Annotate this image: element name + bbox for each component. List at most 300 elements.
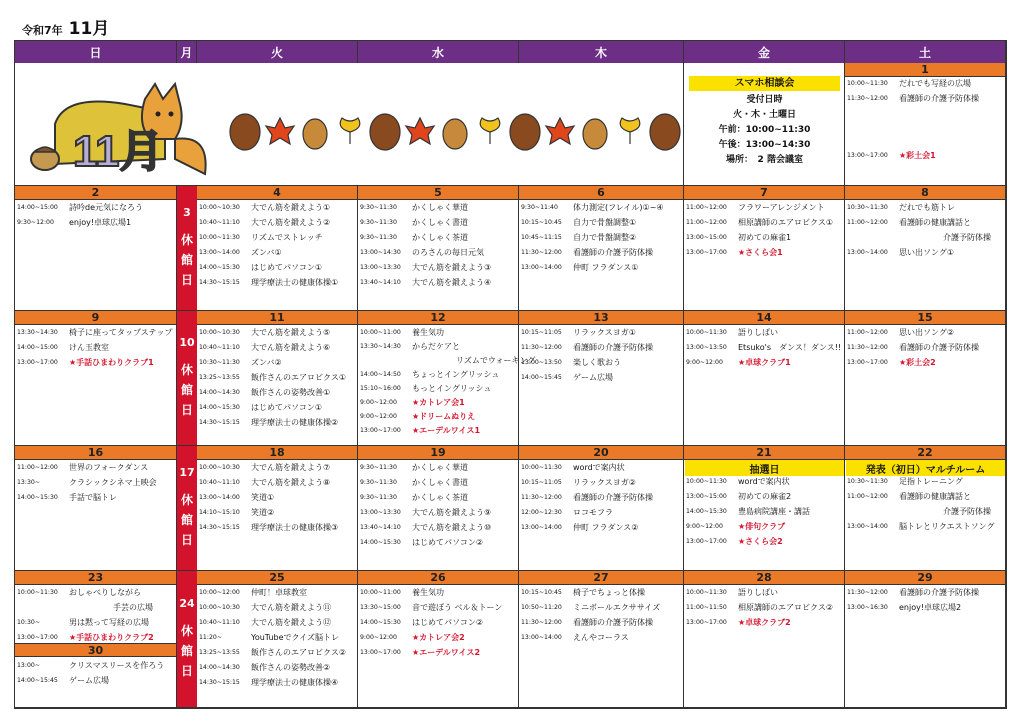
event-title: リズムでウォーキング	[456, 356, 536, 365]
event-title: 大でん筋を鍛えよう⑦	[251, 463, 331, 472]
event-time: 13:00~16:30	[847, 604, 888, 611]
event-item	[17, 218, 131, 228]
event-item	[847, 588, 979, 598]
closed-day-number: 17	[179, 466, 195, 479]
event-item	[360, 493, 468, 503]
event-title: ★さくら会1	[738, 248, 783, 257]
event-time: 14:00~14:50	[360, 371, 401, 378]
event-time: 15:10~16:00	[360, 385, 401, 392]
event-title: 仲町 フラダンス②	[573, 523, 639, 532]
event-item	[360, 203, 468, 213]
event-item	[521, 603, 660, 613]
event-time: 14:30~15:15	[199, 679, 240, 686]
event-title: だれでも筋トレ	[899, 203, 955, 212]
event-item	[686, 507, 810, 517]
event-item	[847, 151, 936, 161]
event-title: 看護師の介護予防体操	[899, 94, 979, 103]
event-title: えんやコーラス	[573, 633, 629, 642]
event-title: はじめてパソコン①	[251, 263, 323, 272]
event-time	[847, 233, 899, 243]
event-time: 13:00~	[17, 662, 41, 669]
event-item	[17, 661, 164, 671]
event-item	[17, 588, 141, 598]
sumaho-line: 午後：13:00~14:30	[718, 140, 811, 150]
event-title: 体力測定(フレイル)①~④	[573, 203, 664, 212]
event-item	[521, 248, 653, 258]
event-time: 11:20~	[199, 634, 223, 641]
event-time: 11:30~12:00	[847, 589, 888, 596]
event-title: ゲーム広場	[69, 676, 109, 685]
event-item	[199, 373, 346, 383]
event-item	[847, 233, 991, 243]
event-title: 養生気功	[412, 328, 444, 337]
event-item	[199, 678, 338, 688]
event-item	[199, 218, 330, 228]
event-title: からだケアと	[412, 342, 460, 351]
event-time: 10:00~11:30	[847, 80, 888, 87]
event-title: ★カトレア会1	[412, 398, 465, 407]
event-title: ★ドリームぬりえ	[412, 412, 476, 421]
event-time: 14:30~15:15	[199, 279, 240, 286]
event-time: 11:30~12:00	[847, 95, 888, 102]
day-number: 22	[845, 446, 1006, 460]
event-time: 13:00~13:50	[686, 344, 727, 351]
closed-day-label: 日	[180, 664, 193, 678]
event-item	[847, 248, 954, 258]
event-item	[360, 633, 465, 643]
event-time: 9:30~11:30	[360, 464, 397, 471]
event-time: 13:00~17:00	[360, 427, 401, 434]
event-item	[360, 412, 475, 422]
event-title: 大でん筋を鍛えよう②	[251, 218, 331, 227]
day-number: 26	[358, 571, 519, 585]
weekday-header-thu: 木	[519, 41, 684, 63]
event-time: 10:00~10:30	[199, 604, 240, 611]
closed-day-number: 3	[183, 206, 191, 219]
event-item	[686, 537, 783, 547]
presentation-label: 発表（初日）マルチルーム	[846, 460, 1005, 476]
event-item	[17, 463, 148, 473]
event-time: 10:15~11:05	[521, 329, 562, 336]
event-time: 11:00~12:00	[847, 329, 888, 336]
day-number: 9	[15, 311, 177, 325]
event-title: ロコモフラ	[573, 508, 613, 517]
event-time	[360, 356, 412, 366]
event-time: 11:30~12:00	[521, 619, 562, 626]
event-time: 13:00~17:00	[847, 152, 888, 159]
event-time: 9:30~12:00	[17, 219, 54, 226]
event-item	[847, 477, 963, 487]
event-title: 介護予防体操	[943, 507, 991, 516]
event-item	[199, 478, 330, 488]
event-time: 9:30~11:30	[360, 234, 397, 241]
event-time: 14:30~15:15	[199, 524, 240, 531]
day-number: 2	[15, 186, 177, 200]
event-time: 10:00~11:30	[686, 478, 727, 485]
event-time: 13:00~14:00	[847, 249, 888, 256]
event-title: リズムでストレッチ	[251, 233, 323, 242]
event-time: 11:30~12:00	[521, 344, 562, 351]
event-title: ★エーデルワイス1	[412, 426, 481, 435]
event-title: 語りしばい	[738, 328, 778, 337]
event-time: 13:30~	[17, 479, 41, 486]
day-number: 13	[519, 311, 684, 325]
event-title: 椅子でちょっと体操	[573, 588, 645, 597]
event-time: 13:00~14:00	[521, 524, 562, 531]
event-item	[521, 508, 613, 518]
event-title: 仲町 フラダンス①	[573, 263, 639, 272]
weekday-header-sat: 土	[845, 41, 1006, 63]
event-time: 10:50~11:20	[521, 604, 562, 611]
event-time: 13:00~17:00	[360, 649, 401, 656]
closed-day-label: 休	[180, 233, 193, 247]
event-title: 初めての麻雀2	[738, 492, 792, 501]
event-item	[17, 328, 173, 338]
closed-day	[177, 571, 197, 708]
event-item	[521, 493, 653, 503]
event-time: 10:00~11:30	[521, 464, 562, 471]
event-title: のろさんの毎日元気	[412, 248, 484, 257]
event-time: 10:00~10:30	[199, 204, 240, 211]
event-title: wordで案内状	[573, 463, 625, 472]
event-time: 10:00~11:30	[686, 589, 727, 596]
event-title: 理学療法士の健康体操④	[251, 678, 339, 687]
event-time: 13:30~15:00	[360, 604, 401, 611]
day-number: 14	[684, 311, 845, 325]
event-item	[360, 618, 483, 628]
event-item	[360, 478, 468, 488]
event-title: 椅子に座ってタップステップ	[69, 328, 173, 337]
event-time: 13:00~15:00	[686, 493, 727, 500]
event-item	[360, 356, 535, 366]
event-item	[686, 588, 778, 598]
event-title: はじめてパソコン②	[412, 538, 484, 547]
closed-day	[177, 446, 197, 571]
day-number: 19	[358, 446, 519, 460]
event-time: 10:00~11:30	[686, 329, 727, 336]
weekday-header-mon: 月	[177, 41, 197, 63]
event-time: 14:00~15:30	[360, 539, 401, 546]
event-time: 13:00~14:30	[360, 249, 401, 256]
event-title: 音で遊ぼう ベル＆トーン	[412, 603, 503, 612]
event-item	[521, 218, 636, 228]
event-time: 13:00~17:00	[17, 634, 58, 641]
event-title: 大でん筋を鍛えよう⑥	[251, 343, 331, 352]
event-time: 13:25~13:55	[199, 374, 240, 381]
event-title: 大でん筋を鍛えよう⑧	[251, 478, 331, 487]
event-time: 11:00~12:00	[686, 219, 727, 226]
event-item	[521, 463, 625, 473]
event-item	[17, 358, 154, 368]
event-time: 9:30~11:30	[360, 219, 397, 226]
event-title: enjoy!卓球広場1	[69, 218, 132, 227]
event-title: ゲーム広場	[573, 373, 613, 382]
sumaho-line: 火・木・土曜日	[732, 110, 796, 120]
event-title: はじめてパソコン②	[412, 618, 484, 627]
event-title: おしゃべりしながら	[69, 588, 141, 597]
event-item	[521, 633, 629, 643]
day-number: 25	[197, 571, 358, 585]
event-time: 14:00~15:30	[199, 404, 240, 411]
closed-day-label: 館	[180, 644, 193, 658]
event-title: かくしゃく書道	[412, 218, 468, 227]
event-item	[199, 633, 339, 643]
event-time: 14:00~15:00	[17, 344, 58, 351]
day-number: 29	[845, 571, 1006, 585]
event-item	[199, 388, 330, 398]
event-item	[360, 426, 480, 436]
event-title: 理学療法士の健康体操①	[251, 278, 339, 287]
event-item	[847, 358, 936, 368]
event-title: 看護師の介護予防体操	[573, 618, 653, 627]
event-title: ★さくら会2	[738, 537, 783, 546]
event-item	[686, 218, 833, 228]
event-title: かくしゃく茶道	[412, 233, 468, 242]
event-time: 13:00~17:00	[686, 249, 727, 256]
closed-day-label: 休	[180, 624, 193, 638]
event-item	[686, 492, 791, 502]
event-title: 自力で骨盤調整①	[573, 218, 637, 227]
event-item	[360, 384, 491, 394]
event-item	[847, 343, 979, 353]
banner-cell	[15, 63, 684, 186]
event-item	[199, 403, 322, 413]
weekday-header-sun: 日	[15, 41, 177, 63]
closed-day-label: 休	[180, 493, 193, 507]
event-item	[686, 358, 791, 368]
event-title: ★卓球クラブ1	[738, 358, 791, 367]
event-title: 大でん筋を鍛えよう④	[412, 278, 492, 287]
event-title: 仲町！卓球教室	[251, 588, 307, 597]
event-item	[521, 373, 613, 383]
event-time: 14:00~14:30	[199, 664, 240, 671]
event-time: 9:00~12:00	[360, 634, 397, 641]
event-item	[360, 342, 460, 352]
event-time: 10:30~11:30	[199, 359, 240, 366]
lottery-day-label: 抽選日	[685, 460, 844, 476]
event-time: 11:00~12:00	[686, 204, 727, 211]
event-time: 14:00~15:30	[17, 494, 58, 501]
event-item	[521, 233, 636, 243]
event-item	[686, 522, 785, 532]
event-time: 10:00~10:30	[199, 329, 240, 336]
event-title: ★エーデルワイス2	[412, 648, 481, 657]
event-item	[17, 633, 154, 643]
closed-day-label: 日	[180, 403, 193, 417]
event-time: 13:00~14:00	[847, 523, 888, 530]
event-title: ズンバ①	[251, 248, 282, 257]
event-title: 養生気功	[412, 588, 444, 597]
event-title: 足指トレーニング	[899, 477, 963, 486]
closed-day-number: 10	[179, 336, 195, 349]
event-time: 10:15~11:05	[521, 479, 562, 486]
event-item	[199, 588, 307, 598]
event-time	[847, 507, 899, 517]
day-number: 20	[519, 446, 684, 460]
day-number: 27	[519, 571, 684, 585]
event-title: 詩吟de元気になろう	[69, 203, 143, 212]
event-item	[199, 463, 330, 473]
event-item	[199, 328, 330, 338]
event-title: 飯作さんの姿勢改善②	[251, 663, 331, 672]
event-item	[17, 676, 109, 686]
event-title: 相原講師のエアロビクス②	[738, 603, 834, 612]
event-title: ★手話ひまわりクラブ1	[69, 358, 154, 367]
event-title: Etsuko's ダンス！ダンス!!	[738, 343, 842, 352]
day-number: 15	[845, 311, 1006, 325]
event-time: 13:00~17:00	[686, 619, 727, 626]
event-title: かくしゃく茶道	[412, 493, 468, 502]
event-item	[521, 263, 638, 273]
event-item	[847, 79, 971, 89]
event-time: 9:00~12:00	[686, 523, 723, 530]
event-time: 10:30~11:30	[847, 204, 888, 211]
event-time: 14:00~15:45	[521, 374, 562, 381]
day-number: 21	[684, 446, 845, 460]
event-title: 看護師の健康講話と	[899, 218, 971, 227]
event-time: 14:00~15:30	[360, 619, 401, 626]
event-title: 笑道②	[251, 508, 275, 517]
sumaho-line: 午前：10:00~11:30	[718, 125, 811, 135]
closed-day	[177, 311, 197, 446]
event-item	[199, 343, 330, 353]
event-title: かくしゃく華道	[412, 203, 468, 212]
event-title: かくしゃく華道	[412, 463, 468, 472]
event-item	[17, 478, 157, 488]
event-item	[199, 248, 282, 258]
event-item	[686, 603, 833, 613]
event-time: 13:00~13:50	[521, 359, 562, 366]
event-item	[847, 94, 979, 104]
event-item	[521, 343, 653, 353]
event-time: 10:00~11:30	[17, 589, 58, 596]
event-time: 11:30~12:00	[521, 249, 562, 256]
event-item	[686, 328, 778, 338]
event-time: 10:40~11:10	[199, 619, 240, 626]
event-time: 9:30~11:30	[360, 479, 397, 486]
event-item	[360, 538, 483, 548]
event-title: 思い出ソング①	[899, 248, 955, 257]
event-item	[199, 358, 282, 368]
event-time: 10:15~10:45	[521, 219, 562, 226]
event-time: 10:30~11:30	[847, 478, 888, 485]
event-title: wordで案内状	[738, 477, 790, 486]
event-item	[199, 493, 274, 503]
event-title: 大でん筋を鍛えよう①	[251, 203, 331, 212]
event-time: 11:00~11:50	[686, 604, 727, 611]
event-title: クリスマスリースを作ろう	[69, 661, 165, 670]
event-title: 看護師の介護予防体操	[573, 493, 653, 502]
sumaho-line: 場所： 2 階会議室	[726, 155, 803, 165]
event-item	[521, 478, 636, 488]
event-item	[199, 663, 330, 673]
event-time: 13:00~17:00	[686, 538, 727, 545]
event-time: 10:00~11:00	[360, 329, 401, 336]
event-item	[521, 203, 664, 213]
event-title: ★俳句クラブ	[738, 522, 786, 531]
day-number: 23	[15, 571, 177, 585]
event-time: 14:00~14:30	[199, 389, 240, 396]
event-title: 看護師の健康講話と	[899, 492, 971, 501]
event-item	[360, 248, 484, 258]
event-item	[199, 508, 274, 518]
event-item	[847, 603, 961, 613]
event-item	[847, 522, 995, 532]
event-item	[17, 603, 153, 613]
event-time: 11:00~12:00	[17, 464, 58, 471]
event-title: もっとイングリッシュ	[412, 384, 492, 393]
event-title: 脳トレとリクエストソング	[899, 522, 995, 531]
event-title: フラワーアレンジメント	[738, 203, 825, 212]
event-time: 13:00~13:30	[360, 509, 401, 516]
sumaho-cell	[684, 63, 845, 186]
event-item	[199, 418, 338, 428]
event-time: 10:00~11:30	[199, 234, 240, 241]
event-time: 10:45~11:15	[521, 234, 562, 241]
event-time: 14:10~15:10	[199, 509, 240, 516]
event-item	[521, 618, 653, 628]
event-item	[847, 218, 971, 228]
event-time: 13:25~13:55	[199, 649, 240, 656]
event-item	[199, 233, 323, 243]
event-time: 13:40~14:10	[360, 279, 401, 286]
event-time: 13:30~14:30	[360, 343, 401, 350]
event-title: けん玉教室	[69, 343, 109, 352]
event-title: 看護師の介護予防体操	[899, 588, 979, 597]
event-item	[199, 203, 330, 213]
event-time: 10:00~12:00	[199, 589, 240, 596]
event-title: ちょっとイングリッシュ	[412, 370, 500, 379]
event-time: 10:15~10:45	[521, 589, 562, 596]
day-number: 8	[845, 186, 1006, 200]
event-time: 12:00~12:30	[521, 509, 562, 516]
event-title: 笑道①	[251, 493, 275, 502]
event-item	[686, 248, 783, 258]
event-item	[360, 523, 491, 533]
closed-day-label: 館	[180, 253, 193, 267]
event-item	[199, 278, 338, 288]
event-time: 11:00~12:00	[847, 219, 888, 226]
event-time: 11:00~12:00	[847, 493, 888, 500]
event-time: 10:40~11:10	[199, 219, 240, 226]
event-time: 9:30~11:40	[521, 204, 558, 211]
event-title: 看護師の介護予防体操	[573, 343, 653, 352]
closed-day-label: 休	[180, 363, 193, 377]
event-item	[360, 370, 499, 380]
event-item	[199, 523, 338, 533]
day-number: 30	[15, 643, 177, 657]
event-title: ズンバ②	[251, 358, 282, 367]
weekday-header-wed: 水	[358, 41, 519, 63]
event-title: ★彩土会1	[899, 151, 936, 160]
event-title: クラシックシネマ上映会	[69, 478, 157, 487]
event-time: 14:30~15:15	[199, 419, 240, 426]
event-title: 初めての麻雀1	[738, 233, 792, 242]
event-time: 13:00~14:00	[199, 249, 240, 256]
event-item	[17, 493, 117, 503]
event-item	[360, 508, 491, 518]
event-title: 自力で骨盤調整②	[573, 233, 637, 242]
closed-day-label: 日	[180, 533, 193, 547]
event-title: だれでも写経の広場	[899, 79, 971, 88]
day-number: 4	[197, 186, 358, 200]
closed-day-label: 館	[180, 513, 193, 527]
event-title: 相原講師のエアロビクス①	[738, 218, 834, 227]
event-title: 看護師の介護予防体操	[573, 248, 653, 257]
event-time: 10:00~10:30	[199, 464, 240, 471]
event-title: ★卓球クラブ2	[738, 618, 791, 627]
event-item	[686, 233, 791, 243]
